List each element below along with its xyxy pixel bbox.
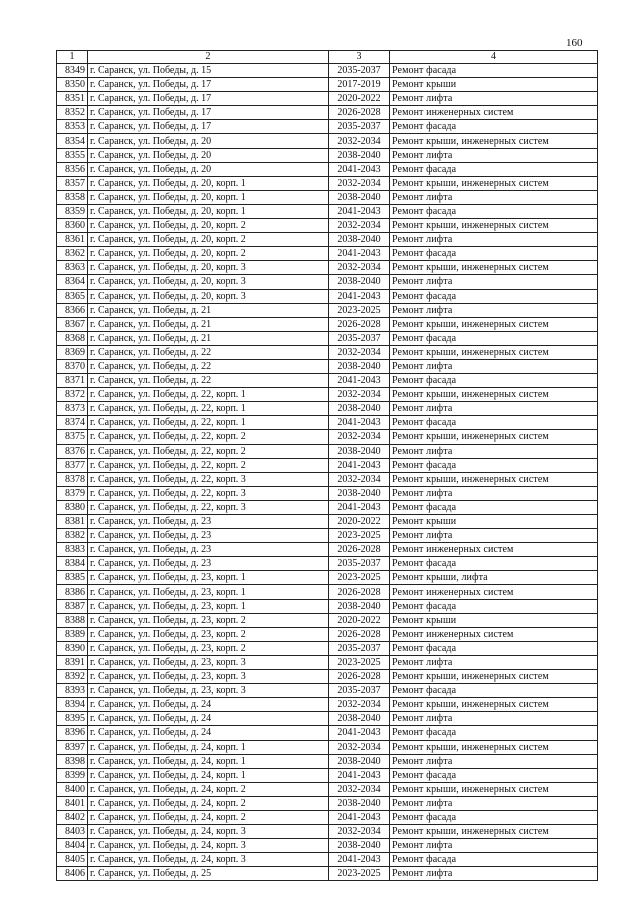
- table-row: [57, 599, 598, 613]
- row-number: 8398: [57, 754, 88, 768]
- work-type-cell: Ремонт лифта: [390, 796, 598, 810]
- table-row: [57, 233, 598, 247]
- address-cell: г. Саранск, ул. Победы, д. 23, корп. 1: [88, 599, 329, 613]
- row-number: 8393: [57, 684, 88, 698]
- table-row: [57, 585, 598, 599]
- row-number: 8379: [57, 486, 88, 500]
- work-type-cell: Ремонт лифта: [390, 839, 598, 853]
- row-number: 8388: [57, 613, 88, 627]
- work-type-cell: Ремонт крыши, инженерных систем: [390, 345, 598, 359]
- period-cell: 2038-2040: [329, 233, 390, 247]
- address-cell: г. Саранск, ул. Победы, д. 22, корп. 2: [88, 444, 329, 458]
- period-cell: 2038-2040: [329, 712, 390, 726]
- period-cell: 2041-2043: [329, 853, 390, 867]
- work-type-cell: Ремонт лифта: [390, 754, 598, 768]
- row-number: 8357: [57, 176, 88, 190]
- address-cell: г. Саранск, ул. Победы, д. 24, корп. 1: [88, 740, 329, 754]
- row-number: 8390: [57, 641, 88, 655]
- work-type-cell: Ремонт лифта: [390, 148, 598, 162]
- row-number: 8352: [57, 106, 88, 120]
- table-row: [57, 754, 598, 768]
- row-number: 8385: [57, 571, 88, 585]
- table-row: [57, 204, 598, 218]
- period-cell: 2032-2034: [329, 698, 390, 712]
- address-cell: г. Саранск, ул. Победы, д. 24: [88, 712, 329, 726]
- row-number: 8376: [57, 444, 88, 458]
- work-type-cell: Ремонт лифта: [390, 92, 598, 106]
- row-number: 8356: [57, 162, 88, 176]
- address-cell: г. Саранск, ул. Победы, д. 15: [88, 64, 329, 78]
- period-cell: 2038-2040: [329, 839, 390, 853]
- row-number: 8384: [57, 557, 88, 571]
- work-type-cell: Ремонт крыши, лифта: [390, 571, 598, 585]
- work-type-cell: Ремонт крыши, инженерных систем: [390, 219, 598, 233]
- period-cell: 2023-2025: [329, 655, 390, 669]
- table-row: [57, 289, 598, 303]
- table-row: [57, 557, 598, 571]
- address-cell: г. Саранск, ул. Победы, д. 23, корп. 2: [88, 641, 329, 655]
- table-row: [57, 430, 598, 444]
- period-cell: 2041-2043: [329, 768, 390, 782]
- table-row: [57, 529, 598, 543]
- work-type-cell: Ремонт крыши, инженерных систем: [390, 261, 598, 275]
- table-row: [57, 261, 598, 275]
- row-number: 8350: [57, 78, 88, 92]
- row-number: 8349: [57, 64, 88, 78]
- row-number: 8382: [57, 529, 88, 543]
- period-cell: 2038-2040: [329, 148, 390, 162]
- table-row: [57, 92, 598, 106]
- work-type-cell: Ремонт фасада: [390, 599, 598, 613]
- row-number: 8373: [57, 402, 88, 416]
- address-cell: г. Саранск, ул. Победы, д. 25: [88, 867, 329, 881]
- work-type-cell: Ремонт фасада: [390, 247, 598, 261]
- table-row: [57, 120, 598, 134]
- period-cell: 2023-2025: [329, 571, 390, 585]
- table-row: [57, 317, 598, 331]
- table-row: [57, 543, 598, 557]
- work-type-cell: Ремонт инженерных систем: [390, 585, 598, 599]
- address-cell: г. Саранск, ул. Победы, д. 23: [88, 543, 329, 557]
- address-cell: г. Саранск, ул. Победы, д. 22: [88, 345, 329, 359]
- work-type-cell: Ремонт фасада: [390, 641, 598, 655]
- row-number: 8371: [57, 374, 88, 388]
- table-row: [57, 374, 598, 388]
- table-row: [57, 825, 598, 839]
- table-row: [57, 331, 598, 345]
- period-cell: 2041-2043: [329, 374, 390, 388]
- address-cell: г. Саранск, ул. Победы, д. 17: [88, 92, 329, 106]
- work-type-cell: Ремонт фасада: [390, 557, 598, 571]
- address-cell: г. Саранск, ул. Победы, д. 24: [88, 726, 329, 740]
- period-cell: 2035-2037: [329, 64, 390, 78]
- period-cell: 2032-2034: [329, 825, 390, 839]
- work-type-cell: Ремонт лифта: [390, 303, 598, 317]
- table-row: [57, 78, 598, 92]
- row-number: 8389: [57, 627, 88, 641]
- row-number: 8369: [57, 345, 88, 359]
- table-row: [57, 740, 598, 754]
- period-cell: 2026-2028: [329, 106, 390, 120]
- work-type-cell: Ремонт крыши, инженерных систем: [390, 176, 598, 190]
- period-cell: 2026-2028: [329, 627, 390, 641]
- address-cell: г. Саранск, ул. Победы, д. 20, корп. 3: [88, 289, 329, 303]
- address-cell: г. Саранск, ул. Победы, д. 22, корп. 3: [88, 486, 329, 500]
- row-number: 8370: [57, 359, 88, 373]
- row-number: 8366: [57, 303, 88, 317]
- work-type-cell: Ремонт крыши, инженерных систем: [390, 782, 598, 796]
- work-type-cell: Ремонт фасада: [390, 416, 598, 430]
- table-row: [57, 712, 598, 726]
- period-cell: 2020-2022: [329, 613, 390, 627]
- row-number: 8395: [57, 712, 88, 726]
- period-cell: 2041-2043: [329, 289, 390, 303]
- period-cell: 2038-2040: [329, 190, 390, 204]
- page-number: 160: [566, 37, 583, 49]
- table-row: [57, 641, 598, 655]
- period-cell: 2032-2034: [329, 134, 390, 148]
- row-number: 8391: [57, 655, 88, 669]
- period-cell: 2035-2037: [329, 120, 390, 134]
- address-cell: г. Саранск, ул. Победы, д. 22, корп. 2: [88, 430, 329, 444]
- period-cell: 2041-2043: [329, 416, 390, 430]
- row-number: 8380: [57, 500, 88, 514]
- address-cell: г. Саранск, ул. Победы, д. 23: [88, 515, 329, 529]
- table-row: [57, 810, 598, 824]
- row-number: 8361: [57, 233, 88, 247]
- row-number: 8381: [57, 515, 88, 529]
- period-cell: 2038-2040: [329, 444, 390, 458]
- row-number: 8358: [57, 190, 88, 204]
- table-row: [57, 303, 598, 317]
- table-row: [57, 768, 598, 782]
- work-type-cell: Ремонт крыши: [390, 78, 598, 92]
- address-cell: г. Саранск, ул. Победы, д. 20, корп. 1: [88, 190, 329, 204]
- row-number: 8360: [57, 219, 88, 233]
- period-cell: 2032-2034: [329, 740, 390, 754]
- period-cell: 2035-2037: [329, 331, 390, 345]
- table-row: [57, 190, 598, 204]
- row-number: 8404: [57, 839, 88, 853]
- work-type-cell: Ремонт крыши, инженерных систем: [390, 317, 598, 331]
- work-type-cell: Ремонт крыши, инженерных систем: [390, 134, 598, 148]
- row-number: 8396: [57, 726, 88, 740]
- period-cell: 2038-2040: [329, 599, 390, 613]
- address-cell: г. Саранск, ул. Победы, д. 20: [88, 134, 329, 148]
- address-cell: г. Саранск, ул. Победы, д. 20, корп. 2: [88, 247, 329, 261]
- period-cell: 2041-2043: [329, 500, 390, 514]
- period-cell: 2020-2022: [329, 515, 390, 529]
- row-number: 8364: [57, 275, 88, 289]
- column-header-4: 4: [390, 51, 598, 64]
- table-row: [57, 500, 598, 514]
- row-number: 8399: [57, 768, 88, 782]
- work-type-cell: Ремонт фасада: [390, 684, 598, 698]
- work-type-cell: Ремонт фасада: [390, 331, 598, 345]
- work-type-cell: Ремонт фасада: [390, 374, 598, 388]
- address-cell: г. Саранск, ул. Победы, д. 24, корп. 2: [88, 782, 329, 796]
- column-header-1: 1: [57, 51, 88, 64]
- table-row: [57, 444, 598, 458]
- row-number: 8363: [57, 261, 88, 275]
- table-row: [57, 670, 598, 684]
- row-number: 8383: [57, 543, 88, 557]
- column-header-2: 2: [88, 51, 329, 64]
- row-number: 8386: [57, 585, 88, 599]
- table-row: [57, 782, 598, 796]
- work-type-cell: Ремонт фасада: [390, 64, 598, 78]
- address-cell: г. Саранск, ул. Победы, д. 20, корп. 3: [88, 275, 329, 289]
- row-number: 8367: [57, 317, 88, 331]
- row-number: 8400: [57, 782, 88, 796]
- period-cell: 2020-2022: [329, 92, 390, 106]
- period-cell: 2038-2040: [329, 486, 390, 500]
- address-cell: г. Саранск, ул. Победы, д. 22, корп. 3: [88, 500, 329, 514]
- work-type-cell: Ремонт инженерных систем: [390, 543, 598, 557]
- address-cell: г. Саранск, ул. Победы, д. 23, корп. 2: [88, 613, 329, 627]
- address-cell: г. Саранск, ул. Победы, д. 24, корп. 3: [88, 825, 329, 839]
- row-number: 8365: [57, 289, 88, 303]
- table-row: [57, 853, 598, 867]
- table-row: [57, 275, 598, 289]
- table-row: [57, 359, 598, 373]
- work-type-cell: Ремонт лифта: [390, 402, 598, 416]
- period-cell: 2032-2034: [329, 388, 390, 402]
- period-cell: 2023-2025: [329, 303, 390, 317]
- address-cell: г. Саранск, ул. Победы, д. 24, корп. 3: [88, 839, 329, 853]
- table-row: [57, 867, 598, 881]
- work-type-cell: Ремонт крыши, инженерных систем: [390, 740, 598, 754]
- work-type-cell: Ремонт крыши, инженерных систем: [390, 670, 598, 684]
- table-row: [57, 472, 598, 486]
- address-cell: г. Саранск, ул. Победы, д. 24, корп. 2: [88, 810, 329, 824]
- period-cell: 2032-2034: [329, 782, 390, 796]
- table-row: [57, 247, 598, 261]
- table-row: [57, 64, 598, 78]
- table-row: [57, 162, 598, 176]
- address-cell: г. Саранск, ул. Победы, д. 20: [88, 148, 329, 162]
- period-cell: 2038-2040: [329, 275, 390, 289]
- row-number: 8377: [57, 458, 88, 472]
- row-number: 8405: [57, 853, 88, 867]
- period-cell: 2041-2043: [329, 247, 390, 261]
- address-cell: г. Саранск, ул. Победы, д. 23, корп. 2: [88, 627, 329, 641]
- table-row: [57, 839, 598, 853]
- address-cell: г. Саранск, ул. Победы, д. 23: [88, 529, 329, 543]
- work-type-cell: Ремонт фасада: [390, 726, 598, 740]
- table-row: [57, 698, 598, 712]
- table-row: [57, 388, 598, 402]
- work-type-cell: Ремонт лифта: [390, 486, 598, 500]
- table-row: [57, 219, 598, 233]
- address-cell: г. Саранск, ул. Победы, д. 17: [88, 120, 329, 134]
- period-cell: 2032-2034: [329, 176, 390, 190]
- work-type-cell: Ремонт крыши, инженерных систем: [390, 472, 598, 486]
- row-number: 8368: [57, 331, 88, 345]
- work-type-cell: Ремонт крыши, инженерных систем: [390, 388, 598, 402]
- period-cell: 2032-2034: [329, 345, 390, 359]
- row-number: 8374: [57, 416, 88, 430]
- table-row: [57, 515, 598, 529]
- row-number: 8392: [57, 670, 88, 684]
- table-row: [57, 402, 598, 416]
- row-number: 8354: [57, 134, 88, 148]
- row-number: 8351: [57, 92, 88, 106]
- work-type-cell: Ремонт фасада: [390, 810, 598, 824]
- work-type-cell: Ремонт лифта: [390, 444, 598, 458]
- address-cell: г. Саранск, ул. Победы, д. 24, корп. 3: [88, 853, 329, 867]
- work-type-cell: Ремонт фасада: [390, 500, 598, 514]
- row-number: 8394: [57, 698, 88, 712]
- address-cell: г. Саранск, ул. Победы, д. 23: [88, 557, 329, 571]
- period-cell: 2026-2028: [329, 543, 390, 557]
- row-number: 8406: [57, 867, 88, 881]
- row-number: 8403: [57, 825, 88, 839]
- work-type-cell: Ремонт крыши: [390, 515, 598, 529]
- repair-schedule-table: [56, 50, 598, 881]
- work-type-cell: Ремонт фасада: [390, 204, 598, 218]
- work-type-cell: Ремонт лифта: [390, 529, 598, 543]
- work-type-cell: Ремонт лифта: [390, 867, 598, 881]
- address-cell: г. Саранск, ул. Победы, д. 17: [88, 78, 329, 92]
- period-cell: 2041-2043: [329, 726, 390, 740]
- period-cell: 2035-2037: [329, 684, 390, 698]
- period-cell: 2035-2037: [329, 641, 390, 655]
- period-cell: 2038-2040: [329, 359, 390, 373]
- table-row: [57, 486, 598, 500]
- work-type-cell: Ремонт лифта: [390, 359, 598, 373]
- address-cell: г. Саранск, ул. Победы, д. 21: [88, 331, 329, 345]
- period-cell: 2032-2034: [329, 472, 390, 486]
- address-cell: г. Саранск, ул. Победы, д. 20, корп. 3: [88, 261, 329, 275]
- work-type-cell: Ремонт фасада: [390, 458, 598, 472]
- period-cell: 2035-2037: [329, 557, 390, 571]
- address-cell: г. Саранск, ул. Победы, д. 24, корп. 1: [88, 768, 329, 782]
- row-number: 8359: [57, 204, 88, 218]
- table-row: [57, 613, 598, 627]
- row-number: 8397: [57, 740, 88, 754]
- address-cell: г. Саранск, ул. Победы, д. 24: [88, 698, 329, 712]
- period-cell: 2041-2043: [329, 162, 390, 176]
- table-row: [57, 176, 598, 190]
- address-cell: г. Саранск, ул. Победы, д. 23, корп. 3: [88, 670, 329, 684]
- row-number: 8353: [57, 120, 88, 134]
- period-cell: 2041-2043: [329, 458, 390, 472]
- work-type-cell: Ремонт фасада: [390, 768, 598, 782]
- period-cell: 2041-2043: [329, 204, 390, 218]
- address-cell: г. Саранск, ул. Победы, д. 22, корп. 3: [88, 472, 329, 486]
- period-cell: 2017-2019: [329, 78, 390, 92]
- period-cell: 2023-2025: [329, 529, 390, 543]
- period-cell: 2038-2040: [329, 402, 390, 416]
- period-cell: 2038-2040: [329, 754, 390, 768]
- table-row: [57, 655, 598, 669]
- row-number: 8401: [57, 796, 88, 810]
- table-row: [57, 134, 598, 148]
- table-row: [57, 627, 598, 641]
- work-type-cell: Ремонт инженерных систем: [390, 106, 598, 120]
- address-cell: г. Саранск, ул. Победы, д. 22: [88, 374, 329, 388]
- address-cell: г. Саранск, ул. Победы, д. 22, корп. 1: [88, 402, 329, 416]
- table-row: [57, 416, 598, 430]
- address-cell: г. Саранск, ул. Победы, д. 22, корп. 1: [88, 388, 329, 402]
- address-cell: г. Саранск, ул. Победы, д. 20, корп. 2: [88, 233, 329, 247]
- period-cell: 2032-2034: [329, 430, 390, 444]
- address-cell: г. Саранск, ул. Победы, д. 23, корп. 1: [88, 571, 329, 585]
- address-cell: г. Саранск, ул. Победы, д. 23, корп. 1: [88, 585, 329, 599]
- period-cell: 2032-2034: [329, 219, 390, 233]
- work-type-cell: Ремонт инженерных систем: [390, 627, 598, 641]
- row-number: 8402: [57, 810, 88, 824]
- address-cell: г. Саранск, ул. Победы, д. 20, корп. 1: [88, 204, 329, 218]
- work-type-cell: Ремонт фасада: [390, 120, 598, 134]
- work-type-cell: Ремонт крыши, инженерных систем: [390, 698, 598, 712]
- address-cell: г. Саранск, ул. Победы, д. 17: [88, 106, 329, 120]
- row-number: 8355: [57, 148, 88, 162]
- table-row: [57, 726, 598, 740]
- table-row: [57, 106, 598, 120]
- work-type-cell: Ремонт лифта: [390, 233, 598, 247]
- address-cell: г. Саранск, ул. Победы, д. 22, корп. 1: [88, 416, 329, 430]
- column-header-3: 3: [329, 51, 390, 64]
- address-cell: г. Саранск, ул. Победы, д. 20: [88, 162, 329, 176]
- table-body: [57, 64, 598, 881]
- period-cell: 2023-2025: [329, 867, 390, 881]
- table-row: [57, 684, 598, 698]
- work-type-cell: Ремонт лифта: [390, 275, 598, 289]
- address-cell: г. Саранск, ул. Победы, д. 21: [88, 317, 329, 331]
- period-cell: 2038-2040: [329, 796, 390, 810]
- address-cell: г. Саранск, ул. Победы, д. 24, корп. 1: [88, 754, 329, 768]
- table-row: [57, 571, 598, 585]
- work-type-cell: Ремонт крыши, инженерных систем: [390, 430, 598, 444]
- work-type-cell: Ремонт лифта: [390, 655, 598, 669]
- address-cell: г. Саранск, ул. Победы, д. 20, корп. 2: [88, 219, 329, 233]
- period-cell: 2041-2043: [329, 810, 390, 824]
- period-cell: 2032-2034: [329, 261, 390, 275]
- address-cell: г. Саранск, ул. Победы, д. 23, корп. 3: [88, 684, 329, 698]
- row-number: 8372: [57, 388, 88, 402]
- table-row: [57, 458, 598, 472]
- row-number: 8378: [57, 472, 88, 486]
- work-type-cell: Ремонт крыши, инженерных систем: [390, 825, 598, 839]
- work-type-cell: Ремонт лифта: [390, 190, 598, 204]
- work-type-cell: Ремонт крыши: [390, 613, 598, 627]
- address-cell: г. Саранск, ул. Победы, д. 22, корп. 2: [88, 458, 329, 472]
- work-type-cell: Ремонт фасада: [390, 289, 598, 303]
- address-cell: г. Саранск, ул. Победы, д. 24, корп. 2: [88, 796, 329, 810]
- row-number: 8387: [57, 599, 88, 613]
- period-cell: 2026-2028: [329, 670, 390, 684]
- table-row: [57, 796, 598, 810]
- row-number: 8375: [57, 430, 88, 444]
- address-cell: г. Саранск, ул. Победы, д. 22: [88, 359, 329, 373]
- address-cell: г. Саранск, ул. Победы, д. 20, корп. 1: [88, 176, 329, 190]
- address-cell: г. Саранск, ул. Победы, д. 21: [88, 303, 329, 317]
- table-header-row: [57, 51, 598, 64]
- work-type-cell: Ремонт фасада: [390, 162, 598, 176]
- address-cell: г. Саранск, ул. Победы, д. 23, корп. 3: [88, 655, 329, 669]
- period-cell: 2026-2028: [329, 317, 390, 331]
- period-cell: 2026-2028: [329, 585, 390, 599]
- row-number: 8362: [57, 247, 88, 261]
- work-type-cell: Ремонт лифта: [390, 712, 598, 726]
- table-row: [57, 148, 598, 162]
- work-type-cell: Ремонт фасада: [390, 853, 598, 867]
- table-row: [57, 345, 598, 359]
